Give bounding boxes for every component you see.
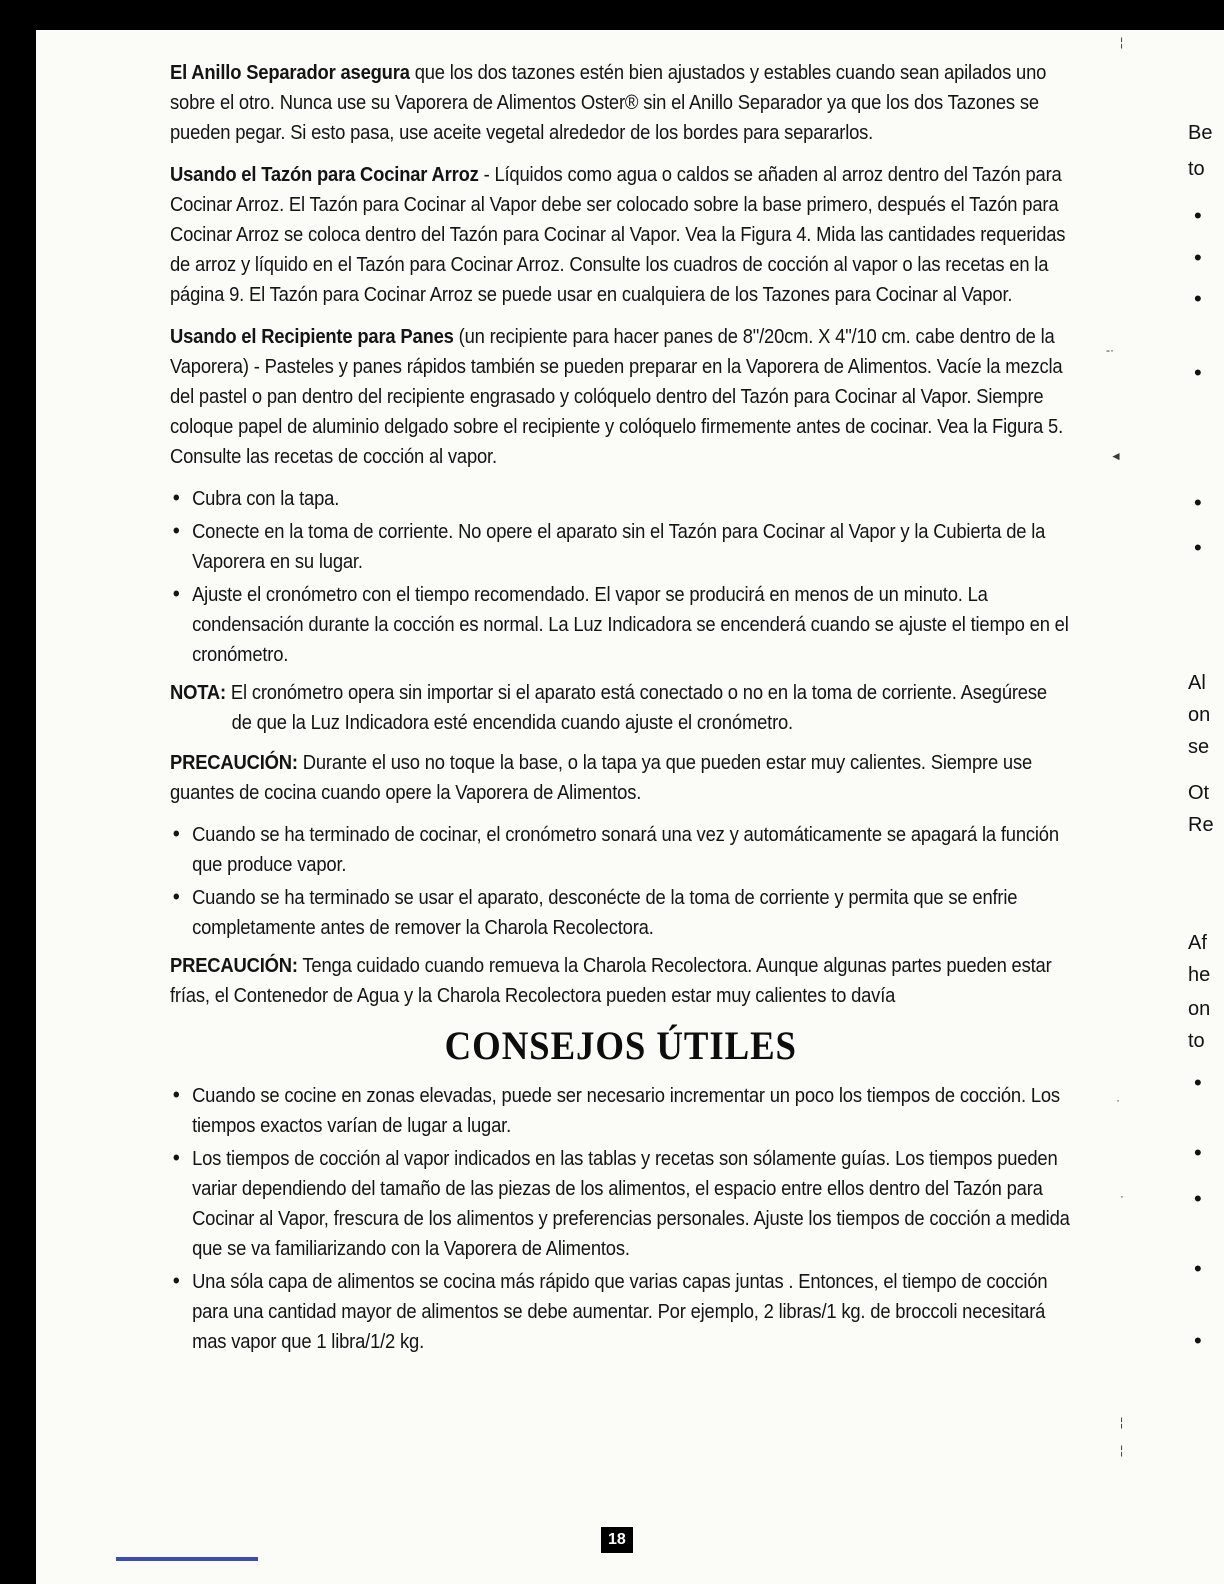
edge-text-fragment: Re bbox=[1188, 814, 1214, 836]
edge-bullet-fragment: • bbox=[1194, 286, 1202, 311]
paragraph-body: que los dos tazones estén bien ajustados y estables cuando sean apilados uno sobre el otro. Nunca use su Vaporera de Alimentos Oster® sin el Anillo Separador ya que los dos Tazones se pueden pegar. Si esto pasa, use aceite vegetal alrededor de los bordes para separarlos. bbox=[170, 62, 1047, 144]
edge-text-fragment: to bbox=[1188, 158, 1205, 180]
paragraph-precaucion-1 bbox=[170, 748, 1072, 808]
paragraph-body: El cronómetro opera sin importar si el aparato está conectado o no en la toma de corriente. Asegúrese de que la Luz Indicadora esté encendida cuando ajuste el cronómetro. bbox=[225, 682, 1047, 734]
bullet-list-operacion bbox=[170, 484, 1072, 670]
bullet-list-apagado bbox=[170, 820, 1072, 943]
edge-text-fragment: se bbox=[1188, 736, 1210, 758]
bullet-list-consejos bbox=[170, 1081, 1072, 1357]
list-item-text: Cuando se ha terminado de cocinar, el cronómetro sonará una vez y automáticamente se apagará la función que produce vapor. bbox=[192, 824, 1059, 876]
paragraph-nota bbox=[170, 678, 1072, 738]
paragraph-lead: El Anillo Separador asegura bbox=[170, 62, 410, 84]
scan-noise-mark: ◄ bbox=[1110, 449, 1122, 463]
paragraph-lead: Usando el Recipiente para Panes bbox=[170, 326, 454, 348]
paragraph-lead: PRECAUCIÓN: bbox=[170, 955, 298, 977]
edge-bullet-fragment: • bbox=[1194, 360, 1202, 385]
edge-bullet-fragment: • bbox=[1194, 1070, 1202, 1095]
page-number-badge: 18 bbox=[601, 1527, 633, 1553]
list-item bbox=[170, 820, 1072, 880]
list-item bbox=[170, 1267, 1072, 1357]
edge-text-fragment: Af bbox=[1188, 932, 1207, 954]
paragraph-anillo-separador bbox=[170, 58, 1072, 148]
section-heading-consejos-utiles: CONSEJOS ÚTILES bbox=[444, 1023, 797, 1068]
edge-text-fragment: he bbox=[1188, 964, 1211, 986]
page-content bbox=[170, 58, 1072, 1365]
paragraph-body: Tenga cuidado cuando remueva la Charola Recolectora. Aunque algunas partes pueden estar frías, el Contenedor de Agua y la Charola Recolectora pueden estar muy calientes to davía bbox=[170, 955, 1052, 1007]
paragraph-body: - Líquidos como agua o caldos se añaden al arroz dentro del Tazón para Cocinar Arroz. El Tazón para Cocinar al Vapor debe ser colocado sobre la base primero, después el Tazón para Cocinar Arroz se coloca dentro del Tazón para Cocinar al Vapor. Vea la Figura 4. Mida las cantidades requeridas de arroz y líquido en el Tazón para Cocinar Arroz. Consulte los cuadros de cocción al vapor o las recetas en la página 9. El Tazón para Cocinar Arroz se puede usar en cualquiera de los Tazones para Cocinar al Vapor. bbox=[170, 164, 1066, 306]
list-item-text: Una sóla capa de alimentos se cocina más rápido que varias capas juntas . Entonces, el tiempo de cocción para una cantidad mayor de alimentos se debe aumentar. Por ejemplo, 2 libras/1 kg. de broccoli necesitará mas vapor que 1 libra/1/2 kg. bbox=[192, 1271, 1048, 1353]
scan-border-left bbox=[0, 0, 36, 1584]
paragraph-body: Durante el uso no toque la base, o la tapa ya que pueden estar muy calientes. Siempre use guantes de cocina cuando opere la Vaporera de Alimentos. bbox=[170, 752, 1033, 804]
list-item-text: Cuando se cocine en zonas elevadas, puede ser necesario incrementar un poco los tiempos de cocción. Los tiempos exactos varían de lugar a lugar. bbox=[192, 1085, 1060, 1137]
edge-bullet-fragment: • bbox=[1194, 1328, 1202, 1353]
scan-noise-mark: ¦ bbox=[1120, 35, 1124, 49]
edge-bullet-fragment: • bbox=[1194, 1140, 1202, 1165]
list-item-text: Cuando se ha terminado se usar el aparato, desconécte de la toma de corriente y permita que se enfrie completamente antes de remover la Charola Recolectora. bbox=[192, 887, 1018, 939]
list-item bbox=[170, 517, 1072, 577]
paragraph-lead: PRECAUCIÓN: bbox=[170, 752, 298, 774]
footer-blue-line bbox=[116, 1557, 258, 1561]
list-item-text: Cubra con la tapa. bbox=[192, 488, 340, 510]
paragraph-lead: Usando el Tazón para Cocinar Arroz bbox=[170, 164, 479, 186]
edge-text-fragment: to bbox=[1188, 1030, 1205, 1052]
list-item bbox=[170, 883, 1072, 943]
scan-noise-mark: -· bbox=[1106, 343, 1114, 357]
edge-bullet-fragment: • bbox=[1194, 1186, 1202, 1211]
scan-noise-mark: ¦ bbox=[1120, 1415, 1124, 1429]
edge-bullet-fragment: • bbox=[1194, 203, 1202, 228]
edge-bullet-fragment: • bbox=[1194, 245, 1202, 270]
scan-noise-mark: · bbox=[1120, 1189, 1124, 1203]
edge-text-fragment: Be bbox=[1188, 122, 1213, 144]
list-item bbox=[170, 580, 1072, 670]
edge-text-fragment: Ot bbox=[1188, 782, 1210, 804]
edge-text-fragment: on bbox=[1188, 998, 1211, 1020]
edge-bullet-fragment: • bbox=[1194, 490, 1202, 515]
scan-noise-mark: · bbox=[1116, 1093, 1120, 1107]
list-item-text: Conecte en la toma de corriente. No opere el aparato sin el Tazón para Cocinar al Vapor y la Cubierta de la Vaporera en su lugar. bbox=[192, 521, 1046, 573]
list-item-text: Ajuste el cronómetro con el tiempo recomendado. El vapor se producirá en menos de un minuto. La condensación durante la cocción es normal. La Luz Indicadora se encenderá cuando se ajuste el tiempo en el cronómetro. bbox=[192, 584, 1069, 666]
list-item bbox=[170, 1081, 1072, 1141]
paragraph-precaucion-2 bbox=[170, 951, 1072, 1011]
paragraph-body: (un recipiente para hacer panes de 8"/20cm. X 4"/10 cm. cabe dentro de la Vaporera) - Pasteles y panes rápidos también se pueden preparar en la Vaporera de Alimentos. Vacíe la mezcla del pastel o pan dentro del recipiente engrasado y colóquelo dentro del Tazón para Cocinar al Vapor. Siempre coloque papel de aluminio delgado sobre el recipiente y colóquelo firmemente antes de cocinar. Vea la Figura 5. Consulte las recetas de cocción al vapor. bbox=[170, 326, 1064, 468]
paragraph-recipiente-panes bbox=[170, 322, 1072, 472]
list-item bbox=[170, 1144, 1072, 1264]
scan-noise-mark: ¦ bbox=[1120, 1443, 1124, 1457]
scan-border-top bbox=[0, 0, 1224, 30]
edge-text-fragment: on bbox=[1188, 704, 1211, 726]
paragraph-lead: NOTA: bbox=[170, 682, 226, 704]
edge-bullet-fragment: • bbox=[1194, 1256, 1202, 1281]
paragraph-tazon-arroz bbox=[170, 160, 1072, 310]
list-item-text: Los tiempos de cocción al vapor indicados en las tablas y recetas son sólamente guías. Los tiempos pueden variar dependiendo del tamaño de las piezas de los alimentos, el espacio entre ellos dentro del Tazón para Cocinar al Vapor, frescura de los alimentos y preferencias personales. Ajuste los tiempos de cocción a medida que se va familiarizando con la Vaporera de Alimentos. bbox=[192, 1148, 1070, 1260]
edge-text-fragment: Al bbox=[1188, 672, 1206, 694]
list-item bbox=[170, 484, 1072, 514]
edge-bullet-fragment: • bbox=[1194, 535, 1202, 560]
